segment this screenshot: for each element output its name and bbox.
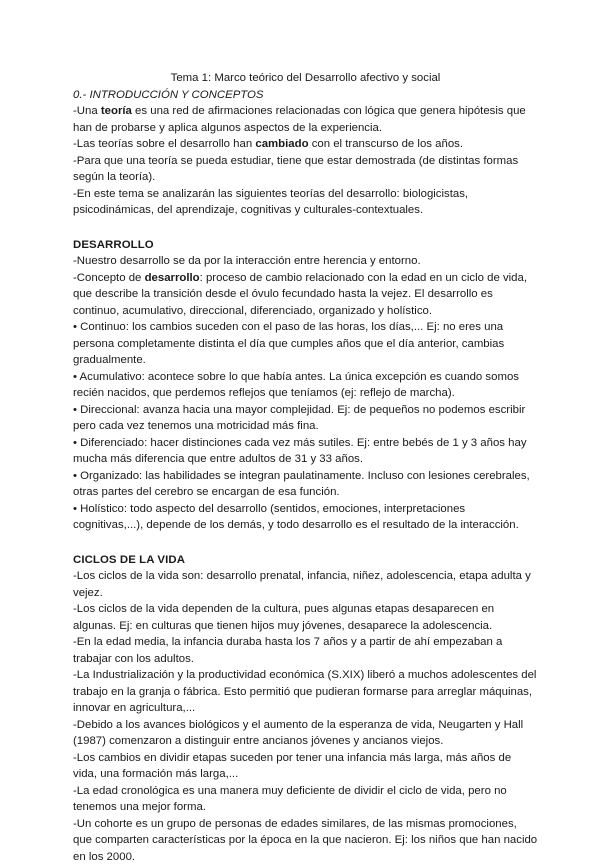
paragraph-text: -En este tema se analizarán las siguientes teorías del desarrollo: biologicistas, psicodinámicas, del aprendizaje, cognitivas y culturales-contextuales.: [73, 188, 468, 217]
paragraph-text: • Organizado: las habilidades se integran paulatinamente. Incluso con lesiones cerebrales, otras partes del cerebro se encargan de esa función.: [73, 470, 530, 499]
paragraph-text: -La Industrialización y la productividad económica (S.XIX) liberó a muchos adolescentes del trabajo en la granja o fábrica. Esto permitió que pudieran formarse para arreglar máquinas, innovar en agricultura,...: [73, 669, 536, 714]
paragraph: [73, 667, 538, 717]
paragraph: [73, 783, 538, 816]
paragraph: [73, 253, 538, 270]
paragraph: [73, 501, 538, 534]
paragraph-text: • Diferenciado: hacer distinciones cada vez más sutiles. Ej: entre bebés de 1 y 3 años hay mucha más diferencia que entre adultos de 31 y 33 años.: [73, 437, 527, 466]
intro-paragraphs: [73, 103, 538, 219]
paragraph: [73, 319, 538, 369]
paragraph: [73, 136, 538, 153]
paragraph: [73, 634, 538, 667]
paragraph-text: : proceso de cambio relacionado con la edad en un ciclo de vida, que describe la transición desde el óvulo fecundado hasta la vejez. El desarrollo es continuo, acumulativo, direccional, diferenciado, organizado y holístico.: [73, 272, 527, 317]
paragraph-text: es una red de afirmaciones relacionadas con lógica que genera hipótesis que han de probarse y aplica algunos aspectos de la experiencia.: [73, 105, 526, 134]
paragraph-text: -Un cohorte es un grupo de personas de edades similares, de las mismas promociones, que comparten características por la época en la que nacieron. Ej: los niños que han nacido en los 2000.: [73, 818, 537, 863]
paragraph: [73, 750, 538, 783]
paragraph-text: -En la edad media, la infancia duraba hasta los 7 años y a partir de ahí empezaban a trabajar con los adultos.: [73, 636, 502, 665]
paragraph: [73, 369, 538, 402]
paragraph-text: -Debido a los avances biológicos y el aumento de la esperanza de vida, Neugarten y Hall (1987) comenzaron a distinguir entre ancianos jóvenes y ancianos viejos.: [73, 719, 523, 748]
bold-term: desarrollo: [145, 272, 200, 284]
paragraph-text: -Los ciclos de la vida son: desarrollo prenatal, infancia, niñez, adolescencia, etapa adulta y vejez.: [73, 570, 531, 599]
desarrollo-heading: DESARROLLO: [73, 237, 538, 254]
document-title: Tema 1: Marco teórico del Desarrollo afectivo y social: [73, 70, 538, 87]
paragraph: [73, 103, 538, 136]
paragraph-text: -Los ciclos de la vida dependen de la cultura, pues algunas etapas desaparecen en algunas. Ej: en culturas que tienen hijos muy jóvenes, desaparece la adolescencia.: [73, 603, 494, 632]
paragraph-text: -Las teorías sobre el desarrollo han: [73, 138, 255, 150]
intro-heading: 0.- INTRODUCCIÓN Y CONCEPTOS: [73, 87, 538, 104]
paragraph-text: • Direccional: avanza hacia una mayor complejidad. Ej: de pequeños no podemos escribir pero cada vez tenemos una motricidad más fina.: [73, 404, 525, 433]
paragraph-text: • Acumulativo: acontece sobre lo que había antes. La única excepción es cuando somos recién nacidos, que perdemos reflejos que teníamos (ej: reflejo de marcha).: [73, 371, 519, 400]
paragraph: [73, 435, 538, 468]
paragraph: [73, 717, 538, 750]
paragraph: [73, 153, 538, 186]
paragraph: [73, 270, 538, 320]
paragraph-text: • Holístico: todo aspecto del desarrollo (sentidos, emociones, interpretaciones cognitivas,...), depende de los demás, y todo desarrollo es el resultado de la interacción.: [73, 503, 519, 532]
paragraph-text: -Una: [73, 105, 101, 117]
paragraph-text: -Para que una teoría se pueda estudiar, tiene que estar demostrada (de distintas formas según la teoría).: [73, 155, 518, 184]
paragraph: [73, 468, 538, 501]
paragraph-text: con el transcurso de los años.: [309, 138, 464, 150]
paragraph: [73, 816, 538, 865]
paragraph: [73, 186, 538, 219]
paragraph: [73, 601, 538, 634]
paragraph-text: -La edad cronológica es una manera muy deficiente de dividir el ciclo de vida, pero no tenemos una mejor forma.: [73, 785, 507, 814]
ciclos-heading: CICLOS DE LA VIDA: [73, 552, 538, 569]
ciclos-paragraphs: [73, 568, 538, 865]
paragraph-text: -Nuestro desarrollo se da por la interacción entre herencia y entorno.: [73, 255, 421, 267]
paragraph-text: -Concepto de: [73, 272, 145, 284]
desarrollo-paragraphs: [73, 253, 538, 534]
paragraph: [73, 402, 538, 435]
bold-term: teoría: [101, 105, 132, 117]
paragraph-text: • Continuo: los cambios suceden con el paso de las horas, los días,... Ej: no eres una persona completamente distinta el día que cumples años que el día anterior, cambias gradualmente.: [73, 321, 504, 366]
paragraph-text: -Los cambios en dividir etapas suceden por tener una infancia más larga, más años de vida, una formación más larga,...: [73, 752, 511, 781]
paragraph: [73, 568, 538, 601]
bold-term: cambiado: [255, 138, 308, 150]
